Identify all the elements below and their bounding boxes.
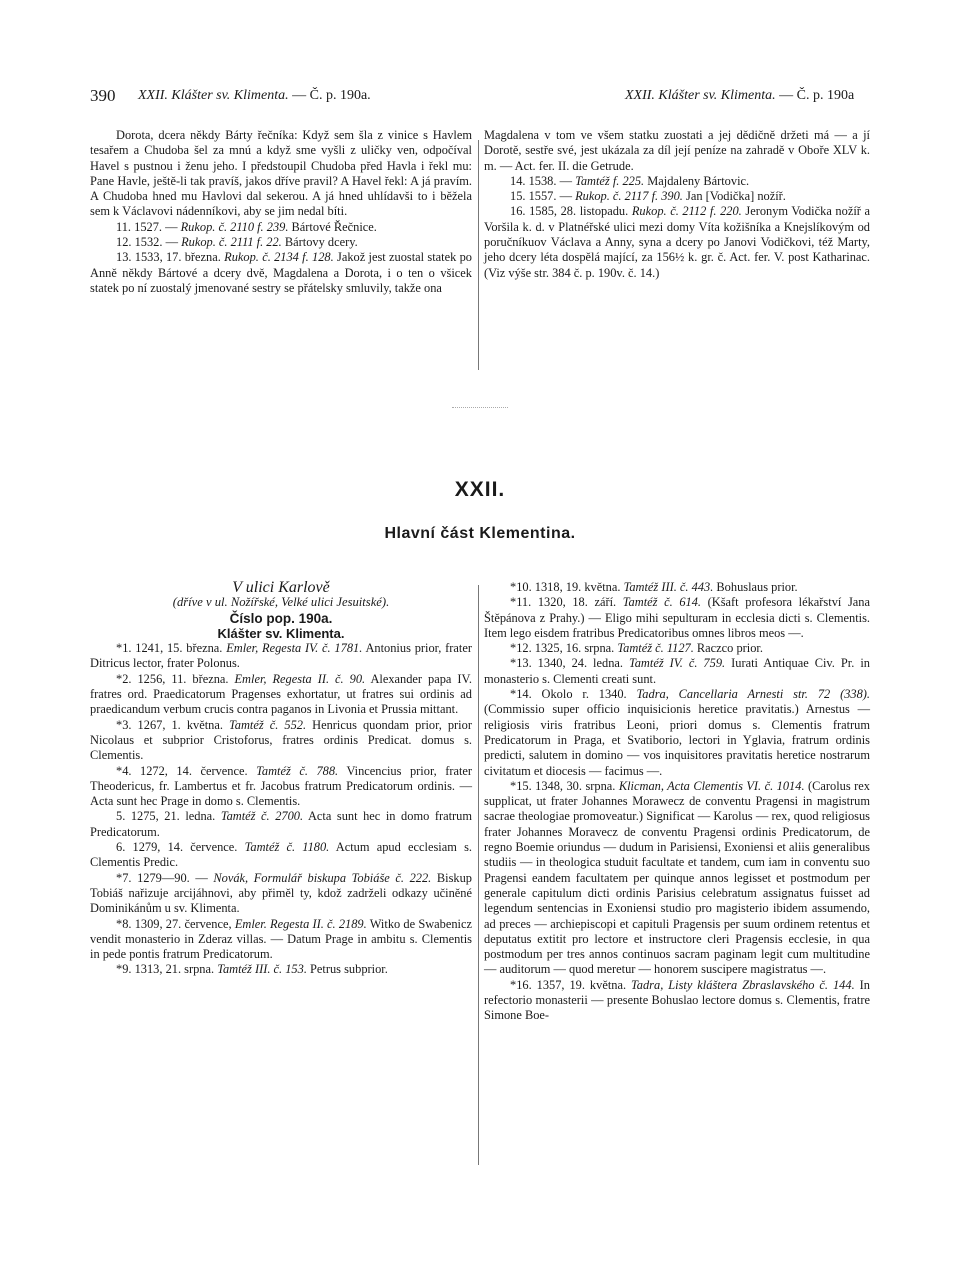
entry-source: Tamtéž č. 788.: [256, 763, 339, 778]
entry-source: Tamtéž IV. č. 759.: [628, 656, 726, 671]
page-number: 390: [90, 86, 116, 105]
entry-text: (Commissio super officio inquisicionis heretice pravitatis.) Arnestus — religiosis viris fratribus Leoni, priori domus s. Clementis fratrum Predicatorum in Praga, et Svatiborio, lectori in Yglavia, fratrum ordinis predicti, salutem in domino — vos inquisitores pravitatis heretice nostrarum civitatum et diocesis — facimus —.: [484, 702, 870, 778]
entry-text: Biskup Tobiáš nařizuje arcijáhnovi, aby přiměl ty, kdož zadrželi odkazy učiněné Dominikánům u sv. Klimenta.: [90, 870, 472, 916]
entry-text: (Carolus rex supplicat, ut frater Johannes Morawecz de conventu Pragensi in magistrum sacrae theologiae promoveatur.) Significat — Karolus — rex, quod religiosus frater Johannes Moravecz de conventu Pragensi ordinis Predicatorum, de regno Boemie oriundus — dudum in Parisiensi, Exoniensi et aliis generalibus studiis — in theologica studuit facultate et tandem, cum iam in conventu suo Pragensi eandem facultatem per quinque annos legisset et postmodum per generale capitulum dicti ordinis Parisius celebratum assignatus fuisset ad legendum sentencias in Exoniensi studio pro magisterio ibidem assumendo, ad preces — archiepiscopi et capituli Pragensis per suum ordinem retentus et deputatus extitit pro lectore et instructore cleri Pragensis ecclesie, in qua postmodum per tres annos continuos sacram paginam legit cum multitudine — auditorum — quod meretur — honorem suscipere magistratus —.: [484, 778, 870, 977]
right-running-title: XXII. Klášter sv. Klimenta.: [625, 88, 776, 103]
left-running-ref: — Č. p. 190a.: [292, 88, 371, 103]
entry-text: Vincencius prior, frater Theodericus, fr. Lambertus et fr. Jacobus fratrum Predicatorum ordinis. — Acta sunt hec Prage in domo s. Clementis.: [90, 763, 473, 809]
entry-source: Emler. Regesta II. č. 2189.: [234, 916, 367, 931]
house-number-heading: Číslo pop. 190a.: [229, 610, 333, 626]
section-title: Hlavní část Klementina.: [384, 525, 576, 542]
entry-text: Raczco prior.: [696, 641, 763, 656]
entry-source: Rukop. č. 2117 f. 390.: [575, 189, 683, 204]
entry-lead: *16. 1357, 19. května.: [510, 977, 627, 992]
left-running-head: [138, 88, 371, 104]
entry-text: In refectorio monasterii — presente Bohuslao lectore domus s. Clementis, fratre Simone Boe-: [484, 977, 870, 1023]
entry-text: Alexander papa IV. fratres ord. Praedicatorum Pragenses exhortatur, ut fratres sui ordinis ad praedicandum verbum crucis contra paganos in Livonia et Prussia mittant.: [90, 671, 472, 717]
entry-source: Tamtéž č. 552.: [229, 717, 307, 732]
entry-lead: *2. 1256, 11. března.: [116, 671, 229, 686]
bottom-right-column: [484, 580, 870, 1024]
entry-source: Tamtéž č. 614.: [622, 595, 702, 610]
entry-source: Rukop. č. 2110 f. 239.: [180, 219, 289, 234]
right-running-head: [625, 88, 854, 104]
entry-lead: *7. 1279—90. —: [116, 870, 208, 885]
entry-lead: *3. 1267, 1. května.: [116, 717, 223, 732]
entry-1: [90, 641, 472, 672]
entry-8: [90, 917, 472, 963]
entry-text: Acta sunt hec in domo fratrum Predicatorum.: [90, 809, 472, 839]
entry-lead: *13. 1340, 24. ledna.: [510, 656, 623, 671]
running-header: [90, 88, 870, 112]
entry-13: [90, 250, 472, 296]
entry-11: [484, 595, 870, 641]
entry-lead: 13. 1533, 17. března.: [116, 250, 221, 265]
entry-lead: *15. 1348, 30. srpna.: [510, 778, 616, 793]
entry-lead: 12. 1532. —: [116, 235, 178, 250]
entry-text: Jeronym Vodička nožíř a Voršila k. d. v Platnéřské ulici mezi domy Víta kožišníka a Knejslíkovým od poručníkuov Václava a Anny, syna a dcery po Janovi Vodičkovi, též Marty, jeho dcery léta dospělá mající, za 156½ k. gr. č. Act. fer. V. post Katharinac. (Viz výše str. 384 č. p. 190v. č. 14.): [484, 204, 870, 280]
entry-14: [484, 687, 870, 779]
entry-7: [90, 871, 472, 917]
entry-lead: 5. 1275, 21. ledna.: [116, 809, 216, 824]
entry-text: Bártové Řečnice.: [291, 219, 377, 234]
entry-text: (Kšaft profesora lékařství Jana Štěpánova z Prahy.) — Eligo mihi sepulturam in ecclesia dicti s. Clementis. Item lego eisdem fratribus Predicatoribus omnes libros meos —.: [484, 595, 870, 640]
entry-text: Bohuslaus prior.: [716, 580, 798, 594]
entry-text: Bártovy dcery.: [284, 235, 358, 250]
entry-lead: 15. 1557. —: [510, 189, 572, 204]
entry-source: Emler, Regesta IV. č. 1781.: [226, 641, 363, 656]
entry-text: Henricus quondam prior, prior Nicolaus et subprior Cristoforus, fratres ordinis Predicat. domus s. Clementis.: [90, 717, 472, 763]
entry-9: [90, 962, 472, 977]
entry-lead: *12. 1325, 16. srpna.: [510, 641, 615, 656]
bottom-left-column: [90, 580, 472, 978]
entry-lead: 16. 1585, 28. listopadu.: [510, 204, 629, 219]
entry-source: Rukop. č. 2112 f. 220.: [631, 204, 742, 219]
entry-12: [90, 235, 472, 250]
entry-lead: *1. 1241, 15. března.: [116, 641, 223, 656]
column-divider: [478, 585, 479, 1165]
entry-source: Novák, Formulář biskupa Tobiáše č. 222.: [213, 870, 432, 885]
entry-lead: 11. 1527. —: [116, 219, 178, 234]
entry-11: [90, 220, 472, 235]
entry-source: Tamtéž č. 2700.: [220, 809, 304, 824]
top-right-column: [484, 128, 870, 281]
continuation-paragraph: Magdalena v tom ve všem statku zuostati a jej dědičně držeti má — a jí Dorotě, sestře své, jest ukázala za díl její peníze na zahradě v Oboře XLV k. m. — Act. fer. II. die Getrude.: [484, 128, 870, 173]
entry-13: [484, 656, 870, 687]
entry-12: [484, 641, 870, 656]
column-divider: [478, 140, 479, 370]
entry-lead: *9. 1313, 21. srpna.: [116, 962, 215, 977]
entry-lead: *14. Okolo r. 1340.: [510, 687, 627, 702]
right-running-ref: — Č. p. 190a: [779, 88, 855, 103]
entry-lead: *4. 1272, 14. července.: [116, 763, 248, 778]
entry-source: Rukop. č. 2111 f. 22.: [181, 235, 282, 250]
entry-6: [90, 840, 472, 871]
entry-lead: *11. 1320, 18. září.: [510, 595, 617, 610]
entry-text: Majdaleny Bártovic.: [647, 173, 750, 188]
street-heading: V ulici Karlově: [232, 579, 330, 596]
entry-text: Jan [Vodička] nožíř.: [686, 189, 786, 204]
entry-10: [484, 580, 870, 595]
entry-source: Tamtéž f. 225.: [575, 173, 645, 188]
entry-lead: *10. 1318, 19. května.: [510, 580, 621, 594]
section-number: XXII.: [454, 478, 506, 501]
entry-source: Tamtéž č. 1127.: [617, 641, 694, 656]
entry-3: [90, 718, 472, 764]
building-heading: Klášter sv. Klimenta.: [217, 625, 345, 641]
entry-text: Antonius prior, frater Ditricus lector, frater Polonus.: [90, 641, 473, 671]
entry-2: [90, 672, 472, 718]
entry-16: [484, 978, 870, 1024]
entry-16: [484, 204, 870, 280]
entry-source: Rukop. č. 2134 f. 128.: [224, 250, 334, 265]
entry-text: Petrus subprior.: [310, 962, 388, 977]
entry-4: [90, 764, 472, 810]
entry-source: Klicman, Acta Clementis VI. č. 1014.: [618, 778, 805, 793]
testimony-paragraph: Dorota, dcera někdy Bárty řečníka: Když sem šla z vinice s Havlem tesařem a Chudoba šel za mnú a když sme vyšli z uličky ven, odpočíval Havel s pustnou i ženu jeho. I předstoupil Chudoba před Havla i řekl mu: Pane Havle, ještě-li tak pravíš, jakos dříve pravil? A Havel řekl: A já pravím. A Chudoba hned mu Havlovi dal sekerou. A já hned uhlídavši to i běžela sem k Václavovi nádenníkovi, aby se jim nedal bíti.: [90, 128, 472, 219]
top-left-column: [90, 128, 472, 296]
entry-14: [484, 174, 870, 189]
left-running-title: XXII. Klášter sv. Klimenta.: [138, 88, 289, 103]
entry-text: Actum apud ecclesiam s. Clementis Predic.: [90, 840, 472, 870]
entry-source: Emler, Regesta II. č. 90.: [234, 671, 366, 686]
entry-source: Tadra, Cancellaria Arnesti str. 72 (338).: [636, 687, 871, 702]
entry-5: [90, 809, 472, 840]
entry-text: Jakož jest zuostal statek po Anně někdy Bártové a dcery dvě, Magdalena a Dorota, i o ten o všicek statek po ní zuostalý jmenované sestry se přátelsky smluvily, takže ona: [90, 250, 472, 295]
entry-lead: *8. 1309, 27. července,: [116, 916, 232, 931]
entry-source: Tadra, Listy kláštera Zbraslavského č. 144.: [631, 977, 855, 992]
entry-lead: 14. 1538. —: [510, 173, 572, 188]
entry-15: [484, 779, 870, 978]
separator-mark: [452, 407, 508, 409]
entry-text: Witko de Swabenicz vendit monasterio in Zderaz villas. — Datum Prage in ambitu s. Clementis in pede pontis fratrum Predicatorum.: [90, 916, 472, 962]
street-former-names: (dříve v ul. Nožířské, Velké ulici Jesuitské).: [172, 595, 390, 610]
entry-source: Tamtéž III. č. 443.: [623, 580, 714, 594]
entry-source: Tamtéž č. 1180.: [244, 840, 330, 855]
entry-lead: 6. 1279, 14. července.: [116, 840, 238, 855]
entry-source: Tamtéž III. č. 153.: [217, 962, 307, 977]
entry-text: Iurati Antiquae Civ. Pr. in monasterio s. Clementi creati sunt.: [484, 656, 870, 686]
entry-15: [484, 189, 870, 204]
